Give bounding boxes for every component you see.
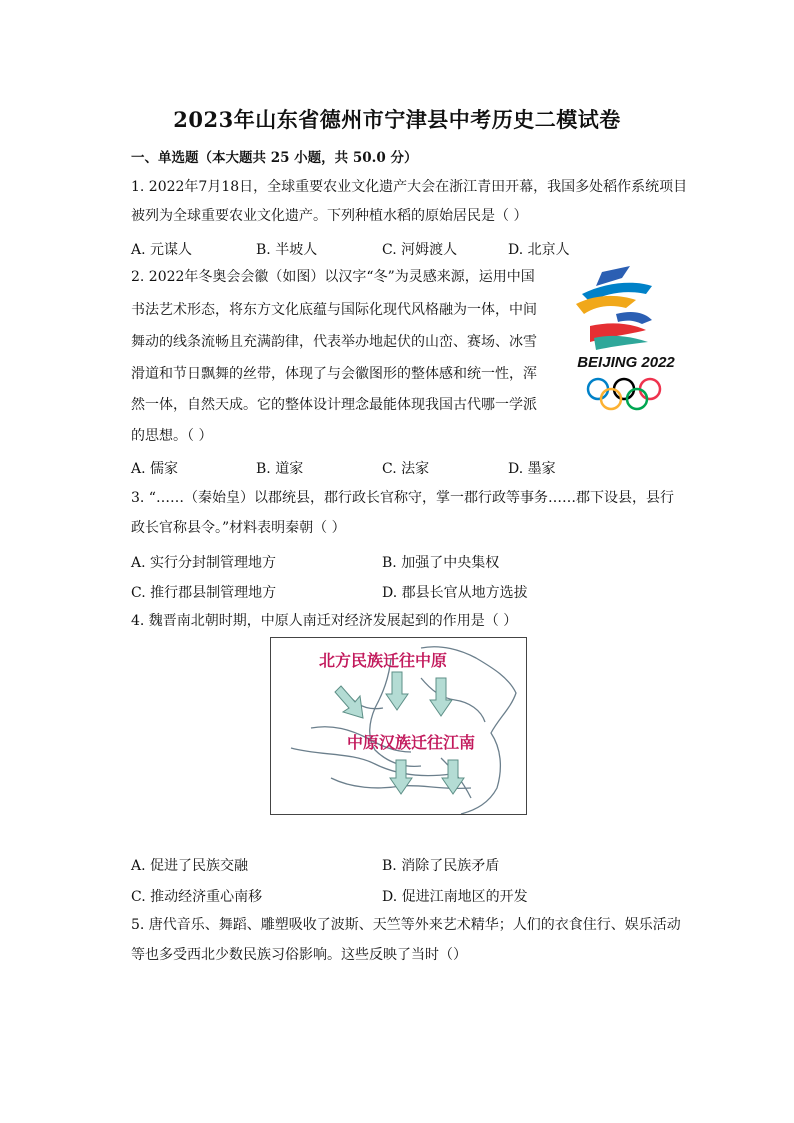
q1-line-2: 被列为全球重要农业文化遗产。下列种植水稻的原始居民是（ ）: [131, 208, 528, 224]
q1-option-a[interactable]: A. 元谋人: [131, 242, 193, 258]
q3-line-1: 3. “……（秦始皇）以郡统县，郡行政长官称守，掌一郡行政等事务……郡下设县，县行: [131, 490, 674, 506]
q2-option-d[interactable]: D. 墨家: [508, 461, 556, 477]
migration-map: [270, 637, 527, 815]
emblem-text: BEIJING 2022: [577, 354, 675, 371]
q2-line-4: 滑道和节日飘舞的丝带，体现了与会徽图形的整体感和统一性，浑: [131, 366, 537, 382]
q4-option-a[interactable]: A. 促进了民族交融: [131, 858, 249, 874]
section-heading: 一、单选题（本大题共 25 小题，共 50.0 分）: [131, 150, 418, 166]
q4-line-1: 4. 魏晋南北朝时期，中原人南迁对经济发展起到的作用是（ ）: [131, 613, 518, 629]
q2-option-c[interactable]: C. 法家: [382, 461, 430, 477]
q4-option-c[interactable]: C. 推动经济重心南移: [131, 889, 263, 905]
beijing-2022-emblem: [556, 264, 696, 414]
q2-line-5: 然一体，自然天成。它的整体设计理念最能体现我国古代哪一学派: [131, 397, 537, 413]
q1-line-1: 1. 2022年7月18日，全球重要农业文化遗产大会在浙江青田开幕，我国多处稻作系统项目: [131, 179, 688, 195]
q3-option-d[interactable]: D. 郡县长官从地方选拔: [382, 585, 528, 601]
page-title: 2023年山东省德州市宁津县中考历史二模试卷: [173, 107, 621, 132]
winter-olympics-logo-icon: [556, 264, 696, 414]
q2-line-1: 2. 2022年冬奥会会徽（如图）以汉字“冬”为灵感来源，运用中国: [131, 269, 535, 285]
map-label-south: 中原汉族迁往江南: [347, 733, 476, 752]
q3-option-a[interactable]: A. 实行分封制管理地方: [131, 555, 277, 571]
q4-option-d[interactable]: D. 促进江南地区的开发: [382, 889, 528, 905]
q1-option-c[interactable]: C. 河姆渡人: [382, 242, 458, 258]
q3-line-2: 政长官称县令。”材料表明秦朝（ ）: [131, 520, 346, 536]
q3-option-b[interactable]: B. 加强了中央集权: [382, 555, 500, 571]
q2-line-6: 的思想。（ ）: [131, 428, 213, 444]
q2-option-b[interactable]: B. 道家: [256, 461, 304, 477]
q1-option-b[interactable]: B. 半坡人: [256, 242, 318, 258]
q2-option-a[interactable]: A. 儒家: [131, 461, 179, 477]
map-label-north: 北方民族迁往中原: [319, 651, 448, 670]
q5-line-2: 等也多受西北少数民族习俗影响。这些反映了当时（）: [131, 947, 467, 963]
q3-option-c[interactable]: C. 推行郡县制管理地方: [131, 585, 277, 601]
q1-option-d[interactable]: D. 北京人: [508, 242, 570, 258]
q2-line-3: 舞动的线条流畅且充满韵律，代表举办地起伏的山峦、赛场、冰雪: [131, 334, 537, 350]
q5-line-1: 5. 唐代音乐、舞蹈、雕塑吸收了波斯、天竺等外来艺术精华；人们的衣食住行、娱乐活动: [131, 917, 681, 933]
q4-option-b[interactable]: B. 消除了民族矛盾: [382, 858, 500, 874]
q2-line-2: 书法艺术形态，将东方文化底蕴与国际化现代风格融为一体，中间: [131, 302, 537, 318]
